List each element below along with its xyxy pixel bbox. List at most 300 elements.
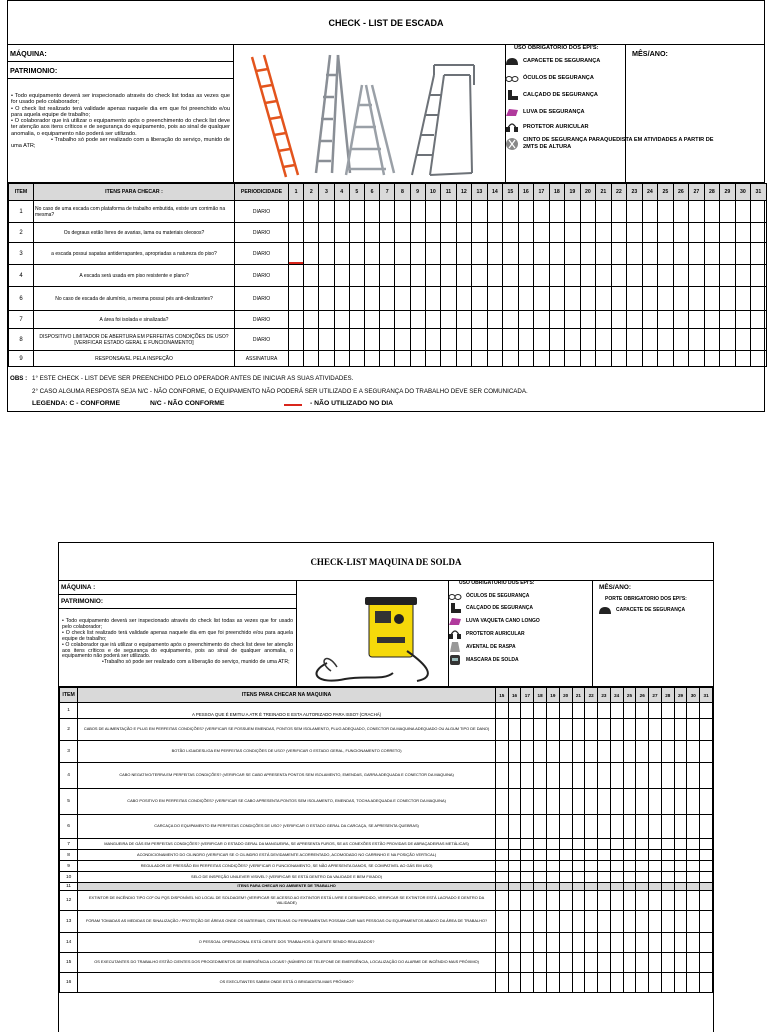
mes-ano-panel[interactable] (626, 45, 764, 183)
day-check-cell[interactable] (661, 861, 674, 872)
day-check-cell[interactable] (704, 329, 720, 351)
day-check-cell[interactable] (559, 839, 572, 850)
day-check-cell[interactable] (395, 201, 410, 223)
day-check-cell[interactable] (649, 719, 662, 741)
day-check-cell[interactable] (585, 911, 598, 933)
day-check-cell[interactable] (441, 223, 457, 243)
day-check-cell[interactable] (456, 223, 472, 243)
day-check-cell[interactable] (661, 741, 674, 763)
day-check-cell[interactable] (610, 872, 623, 883)
day-check-cell[interactable] (610, 973, 623, 993)
day-check-cell[interactable] (611, 287, 627, 311)
day-check-cell[interactable] (700, 741, 713, 763)
day-check-cell[interactable] (380, 243, 395, 265)
day-check-cell[interactable] (518, 201, 534, 223)
day-check-cell[interactable] (661, 839, 674, 850)
day-check-cell[interactable] (642, 351, 658, 367)
day-check-cell[interactable] (627, 223, 643, 243)
day-check-cell[interactable] (508, 703, 521, 719)
day-check-cell[interactable] (700, 973, 713, 993)
day-check-cell[interactable] (319, 243, 334, 265)
day-check-cell[interactable] (456, 287, 472, 311)
day-check-cell[interactable] (642, 311, 658, 329)
day-check-cell[interactable] (410, 223, 425, 243)
day-check-cell[interactable] (585, 763, 598, 789)
day-check-cell[interactable] (636, 789, 649, 815)
day-check-cell[interactable] (503, 265, 519, 287)
day-check-cell[interactable] (334, 223, 349, 243)
day-check-cell[interactable] (559, 763, 572, 789)
day-check-cell[interactable] (304, 329, 319, 351)
day-check-cell[interactable] (623, 911, 636, 933)
day-check-cell[interactable] (623, 763, 636, 789)
day-check-cell[interactable] (751, 329, 767, 351)
day-check-cell[interactable] (687, 850, 700, 861)
day-check-cell[interactable] (508, 789, 521, 815)
mes-ano-panel[interactable] (593, 581, 713, 687)
day-check-cell[interactable] (472, 351, 488, 367)
day-check-cell[interactable] (649, 933, 662, 953)
day-check-cell[interactable] (304, 351, 319, 367)
day-check-cell[interactable] (700, 789, 713, 815)
day-check-cell[interactable] (495, 953, 508, 973)
day-check-cell[interactable] (704, 311, 720, 329)
day-check-cell[interactable] (456, 265, 472, 287)
day-check-cell[interactable] (495, 911, 508, 933)
day-check-cell[interactable] (456, 351, 472, 367)
day-check-cell[interactable] (598, 703, 611, 719)
day-check-cell[interactable] (704, 201, 720, 223)
day-check-cell[interactable] (610, 953, 623, 973)
day-check-cell[interactable] (658, 243, 674, 265)
day-check-cell[interactable] (674, 741, 687, 763)
day-check-cell[interactable] (661, 815, 674, 839)
day-check-cell[interactable] (487, 201, 503, 223)
day-check-cell[interactable] (674, 839, 687, 850)
day-check-cell[interactable] (521, 789, 534, 815)
day-check-cell[interactable] (687, 789, 700, 815)
day-check-cell[interactable] (534, 703, 547, 719)
day-check-cell[interactable] (610, 719, 623, 741)
day-check-cell[interactable] (395, 311, 410, 329)
day-check-cell[interactable] (700, 872, 713, 883)
day-check-cell[interactable] (735, 265, 751, 287)
day-check-cell[interactable] (658, 287, 674, 311)
day-check-cell[interactable] (687, 953, 700, 973)
day-check-cell[interactable] (487, 329, 503, 351)
day-check-cell[interactable] (304, 311, 319, 329)
day-check-cell[interactable] (289, 311, 304, 329)
day-check-cell[interactable] (636, 891, 649, 911)
day-check-cell[interactable] (395, 329, 410, 351)
day-check-cell[interactable] (674, 911, 687, 933)
day-check-cell[interactable] (508, 973, 521, 993)
day-check-cell[interactable] (642, 265, 658, 287)
day-check-cell[interactable] (565, 351, 581, 367)
day-check-cell[interactable] (689, 351, 705, 367)
day-check-cell[interactable] (518, 243, 534, 265)
day-check-cell[interactable] (751, 287, 767, 311)
day-check-cell[interactable] (425, 265, 441, 287)
day-check-cell[interactable] (304, 201, 319, 223)
day-check-cell[interactable] (598, 763, 611, 789)
day-check-cell[interactable] (687, 933, 700, 953)
day-check-cell[interactable] (349, 287, 364, 311)
day-check-cell[interactable] (508, 953, 521, 973)
day-check-cell[interactable] (598, 973, 611, 993)
day-check-cell[interactable] (425, 311, 441, 329)
day-check-cell[interactable] (674, 815, 687, 839)
day-check-cell[interactable] (559, 861, 572, 872)
day-check-cell[interactable] (598, 872, 611, 883)
day-check-cell[interactable] (649, 861, 662, 872)
day-check-cell[interactable] (649, 763, 662, 789)
day-check-cell[interactable] (364, 223, 379, 243)
day-check-cell[interactable] (334, 351, 349, 367)
day-check-cell[interactable] (704, 351, 720, 367)
day-check-cell[interactable] (585, 891, 598, 911)
day-check-cell[interactable] (289, 287, 304, 311)
day-check-cell[interactable] (546, 911, 559, 933)
day-check-cell[interactable] (735, 243, 751, 265)
day-check-cell[interactable] (673, 201, 689, 223)
day-check-cell[interactable] (689, 243, 705, 265)
day-check-cell[interactable] (518, 329, 534, 351)
day-check-cell[interactable] (472, 311, 488, 329)
day-check-cell[interactable] (611, 329, 627, 351)
day-check-cell[interactable] (495, 763, 508, 789)
day-check-cell[interactable] (518, 287, 534, 311)
day-check-cell[interactable] (636, 850, 649, 861)
day-check-cell[interactable] (559, 741, 572, 763)
day-check-cell[interactable] (521, 719, 534, 741)
day-check-cell[interactable] (534, 872, 547, 883)
day-check-cell[interactable] (611, 201, 627, 223)
day-check-cell[interactable] (580, 287, 596, 311)
day-check-cell[interactable] (495, 789, 508, 815)
day-check-cell[interactable] (565, 223, 581, 243)
day-check-cell[interactable] (674, 703, 687, 719)
day-check-cell[interactable] (304, 265, 319, 287)
day-check-cell[interactable] (658, 329, 674, 351)
day-check-cell[interactable] (636, 861, 649, 872)
day-check-cell[interactable] (687, 861, 700, 872)
day-check-cell[interactable] (487, 311, 503, 329)
day-check-cell[interactable] (623, 703, 636, 719)
day-check-cell[interactable] (572, 839, 585, 850)
day-check-cell[interactable] (521, 763, 534, 789)
day-check-cell[interactable] (572, 933, 585, 953)
day-check-cell[interactable] (751, 265, 767, 287)
day-check-cell[interactable] (534, 287, 550, 311)
day-check-cell[interactable] (508, 839, 521, 850)
day-check-cell[interactable] (410, 287, 425, 311)
day-check-cell[interactable] (534, 850, 547, 861)
day-check-cell[interactable] (636, 719, 649, 741)
day-check-cell[interactable] (289, 351, 304, 367)
day-check-cell[interactable] (623, 933, 636, 953)
day-check-cell[interactable] (598, 789, 611, 815)
day-check-cell[interactable] (508, 741, 521, 763)
day-check-cell[interactable] (649, 789, 662, 815)
day-check-cell[interactable] (649, 741, 662, 763)
day-check-cell[interactable] (495, 872, 508, 883)
day-check-cell[interactable] (508, 815, 521, 839)
day-check-cell[interactable] (674, 861, 687, 872)
day-check-cell[interactable] (521, 872, 534, 883)
day-check-cell[interactable] (559, 815, 572, 839)
day-check-cell[interactable] (546, 861, 559, 872)
day-check-cell[interactable] (661, 872, 674, 883)
day-check-cell[interactable] (636, 839, 649, 850)
day-check-cell[interactable] (596, 329, 612, 351)
day-check-cell[interactable] (585, 933, 598, 953)
day-check-cell[interactable] (611, 311, 627, 329)
day-check-cell[interactable] (598, 911, 611, 933)
day-check-cell[interactable] (636, 933, 649, 953)
day-check-cell[interactable] (487, 265, 503, 287)
day-check-cell[interactable] (700, 953, 713, 973)
day-check-cell[interactable] (673, 329, 689, 351)
day-check-cell[interactable] (610, 815, 623, 839)
day-check-cell[interactable] (565, 287, 581, 311)
day-check-cell[interactable] (472, 201, 488, 223)
day-check-cell[interactable] (534, 311, 550, 329)
day-check-cell[interactable] (364, 265, 379, 287)
day-check-cell[interactable] (521, 911, 534, 933)
day-check-cell[interactable] (495, 891, 508, 911)
day-check-cell[interactable] (700, 839, 713, 850)
day-check-cell[interactable] (508, 719, 521, 741)
day-check-cell[interactable] (319, 223, 334, 243)
day-check-cell[interactable] (623, 719, 636, 741)
day-check-cell[interactable] (521, 953, 534, 973)
day-check-cell[interactable] (572, 850, 585, 861)
day-check-cell[interactable] (658, 265, 674, 287)
day-check-cell[interactable] (546, 741, 559, 763)
day-check-cell[interactable] (441, 329, 457, 351)
day-check-cell[interactable] (546, 953, 559, 973)
day-check-cell[interactable] (611, 243, 627, 265)
day-check-cell[interactable] (674, 891, 687, 911)
day-check-cell[interactable] (521, 839, 534, 850)
day-check-cell[interactable] (559, 850, 572, 861)
day-check-cell[interactable] (735, 311, 751, 329)
day-check-cell[interactable] (565, 265, 581, 287)
day-check-cell[interactable] (289, 201, 304, 223)
day-check-cell[interactable] (636, 872, 649, 883)
patrimonio-label[interactable]: PATRIMONIO: (59, 595, 297, 609)
day-check-cell[interactable] (610, 850, 623, 861)
day-check-cell[interactable] (735, 223, 751, 243)
day-check-cell[interactable] (546, 973, 559, 993)
maquina-label[interactable]: MÁQUINA : (59, 581, 297, 595)
day-check-cell[interactable] (521, 703, 534, 719)
day-check-cell[interactable] (636, 703, 649, 719)
day-check-cell[interactable] (735, 201, 751, 223)
day-check-cell[interactable] (425, 287, 441, 311)
day-check-cell[interactable] (661, 933, 674, 953)
day-check-cell[interactable] (289, 243, 304, 265)
day-check-cell[interactable] (661, 703, 674, 719)
day-check-cell[interactable] (518, 223, 534, 243)
day-check-cell[interactable] (649, 911, 662, 933)
day-check-cell[interactable] (380, 201, 395, 223)
day-check-cell[interactable] (689, 223, 705, 243)
day-check-cell[interactable] (410, 265, 425, 287)
day-check-cell[interactable] (549, 223, 565, 243)
day-check-cell[interactable] (687, 719, 700, 741)
day-check-cell[interactable] (546, 815, 559, 839)
day-check-cell[interactable] (572, 789, 585, 815)
day-check-cell[interactable] (456, 329, 472, 351)
day-check-cell[interactable] (636, 815, 649, 839)
day-check-cell[interactable] (349, 351, 364, 367)
day-check-cell[interactable] (636, 911, 649, 933)
day-check-cell[interactable] (687, 911, 700, 933)
day-check-cell[interactable] (598, 850, 611, 861)
day-check-cell[interactable] (425, 201, 441, 223)
day-check-cell[interactable] (349, 329, 364, 351)
day-check-cell[interactable] (334, 287, 349, 311)
day-check-cell[interactable] (410, 329, 425, 351)
day-check-cell[interactable] (751, 351, 767, 367)
day-check-cell[interactable] (304, 243, 319, 265)
day-check-cell[interactable] (572, 719, 585, 741)
day-check-cell[interactable] (380, 311, 395, 329)
day-check-cell[interactable] (534, 763, 547, 789)
day-check-cell[interactable] (623, 872, 636, 883)
day-check-cell[interactable] (546, 850, 559, 861)
day-check-cell[interactable] (472, 329, 488, 351)
day-check-cell[interactable] (546, 789, 559, 815)
day-check-cell[interactable] (349, 223, 364, 243)
day-check-cell[interactable] (623, 741, 636, 763)
day-check-cell[interactable] (673, 243, 689, 265)
day-check-cell[interactable] (673, 265, 689, 287)
day-check-cell[interactable] (549, 351, 565, 367)
day-check-cell[interactable] (585, 703, 598, 719)
day-check-cell[interactable] (642, 201, 658, 223)
day-check-cell[interactable] (559, 953, 572, 973)
day-check-cell[interactable] (623, 861, 636, 872)
day-check-cell[interactable] (673, 351, 689, 367)
day-check-cell[interactable] (534, 891, 547, 911)
day-check-cell[interactable] (503, 243, 519, 265)
day-check-cell[interactable] (565, 201, 581, 223)
day-check-cell[interactable] (503, 329, 519, 351)
day-check-cell[interactable] (642, 287, 658, 311)
day-check-cell[interactable] (572, 911, 585, 933)
maquina-label[interactable]: MÁQUINA: (8, 45, 234, 62)
day-check-cell[interactable] (508, 891, 521, 911)
day-check-cell[interactable] (487, 243, 503, 265)
day-check-cell[interactable] (487, 351, 503, 367)
day-check-cell[interactable] (610, 891, 623, 911)
day-check-cell[interactable] (623, 850, 636, 861)
day-check-cell[interactable] (349, 243, 364, 265)
day-check-cell[interactable] (319, 287, 334, 311)
day-check-cell[interactable] (751, 243, 767, 265)
day-check-cell[interactable] (610, 789, 623, 815)
day-check-cell[interactable] (559, 719, 572, 741)
day-check-cell[interactable] (636, 973, 649, 993)
day-check-cell[interactable] (304, 223, 319, 243)
day-check-cell[interactable] (598, 839, 611, 850)
day-check-cell[interactable] (565, 243, 581, 265)
day-check-cell[interactable] (700, 703, 713, 719)
day-check-cell[interactable] (658, 311, 674, 329)
day-check-cell[interactable] (521, 741, 534, 763)
day-check-cell[interactable] (580, 265, 596, 287)
day-check-cell[interactable] (611, 223, 627, 243)
day-check-cell[interactable] (495, 933, 508, 953)
day-check-cell[interactable] (495, 861, 508, 872)
day-check-cell[interactable] (559, 789, 572, 815)
day-check-cell[interactable] (674, 973, 687, 993)
day-check-cell[interactable] (673, 311, 689, 329)
day-check-cell[interactable] (598, 953, 611, 973)
day-check-cell[interactable] (580, 311, 596, 329)
day-check-cell[interactable] (395, 243, 410, 265)
day-check-cell[interactable] (395, 351, 410, 367)
day-check-cell[interactable] (546, 703, 559, 719)
day-check-cell[interactable] (503, 287, 519, 311)
day-check-cell[interactable] (627, 311, 643, 329)
day-check-cell[interactable] (487, 223, 503, 243)
day-check-cell[interactable] (349, 265, 364, 287)
day-check-cell[interactable] (704, 243, 720, 265)
day-check-cell[interactable] (521, 933, 534, 953)
day-check-cell[interactable] (751, 223, 767, 243)
day-check-cell[interactable] (349, 201, 364, 223)
day-check-cell[interactable] (627, 243, 643, 265)
day-check-cell[interactable] (720, 351, 736, 367)
day-check-cell[interactable] (410, 243, 425, 265)
day-check-cell[interactable] (495, 719, 508, 741)
day-check-cell[interactable] (598, 815, 611, 839)
day-check-cell[interactable] (472, 265, 488, 287)
day-check-cell[interactable] (704, 287, 720, 311)
day-check-cell[interactable] (559, 891, 572, 911)
day-check-cell[interactable] (572, 763, 585, 789)
day-check-cell[interactable] (549, 287, 565, 311)
day-check-cell[interactable] (380, 265, 395, 287)
day-check-cell[interactable] (334, 265, 349, 287)
day-check-cell[interactable] (546, 719, 559, 741)
day-check-cell[interactable] (598, 891, 611, 911)
day-check-cell[interactable] (572, 815, 585, 839)
day-check-cell[interactable] (700, 933, 713, 953)
day-check-cell[interactable] (534, 719, 547, 741)
day-check-cell[interactable] (410, 351, 425, 367)
patrimonio-label[interactable]: PATRIMONIO: (8, 62, 234, 79)
day-check-cell[interactable] (674, 763, 687, 789)
day-check-cell[interactable] (627, 265, 643, 287)
day-check-cell[interactable] (441, 201, 457, 223)
day-check-cell[interactable] (364, 329, 379, 351)
day-check-cell[interactable] (518, 311, 534, 329)
day-check-cell[interactable] (689, 265, 705, 287)
day-check-cell[interactable] (508, 911, 521, 933)
day-check-cell[interactable] (334, 243, 349, 265)
day-check-cell[interactable] (495, 815, 508, 839)
day-check-cell[interactable] (549, 265, 565, 287)
day-check-cell[interactable] (503, 223, 519, 243)
day-check-cell[interactable] (319, 351, 334, 367)
day-check-cell[interactable] (410, 201, 425, 223)
day-check-cell[interactable] (580, 201, 596, 223)
